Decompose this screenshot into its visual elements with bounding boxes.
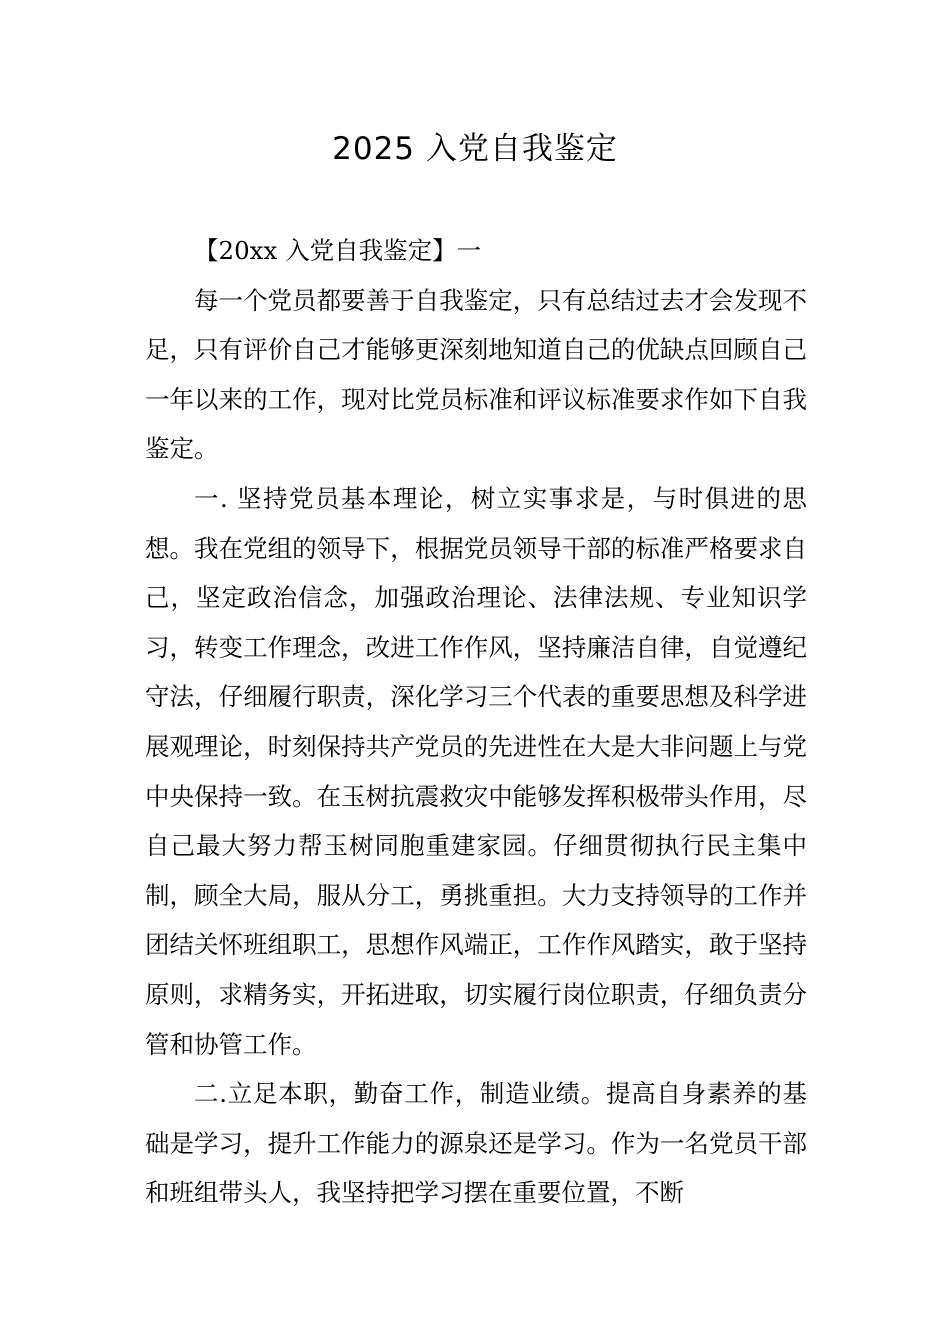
page-title: 2025 入党自我鉴定 [332,131,618,167]
paragraph-section-two: 二.立足本职，勤奋工作，制造业绩。提高自身素养的基础是学习，提升工作能力的源泉还是学习。作为一名党员干部和班组带头人，我坚持把学习摆在重要位置，不断 [145,1079,807,1208]
paragraph-intro: 每一个党员都要善于自我鉴定，只有总结过去才会发现不足，只有评价自己才能够更深刻地知道自己的优缺点回顾自己一年以来的工作，现对比党员标准和评议标准要求作如下自我鉴定。 [145,285,807,464]
paragraph-section-one: 一. 坚持党员基本理论，树立实事求是，与时俱进的思想。我在党组的领导下，根据党员领导干部的标准严格要求自己，坚定政治信念，加强政治理论、法律法规、专业知识学习，转变工作理念，改进工作作风，坚持廉洁自律，自觉遵纪守法，仔细履行职责，深化学习三个代表的重要思想及科学进展观理论，时刻保持共产党员的先进性在大是大非问题上与党中央保持一致。在玉树抗震救灾中能够发挥积极带头作用，尽自己最大努力帮玉树同胞重建家园。仔细贯彻执行民主集中制，顾全大局，服从分工，勇挑重担。大力支持领导的工作并团结关怀班组职工，思想作风端正，工作作风踏实，敢于坚持原则，求精务实，开拓进取，切实履行岗位职责，仔细负责分管和协管工作。 [145,483,807,1059]
section-heading: 【20xx 入党自我鉴定】一 [194,236,482,265]
document-body [145,226,807,1218]
